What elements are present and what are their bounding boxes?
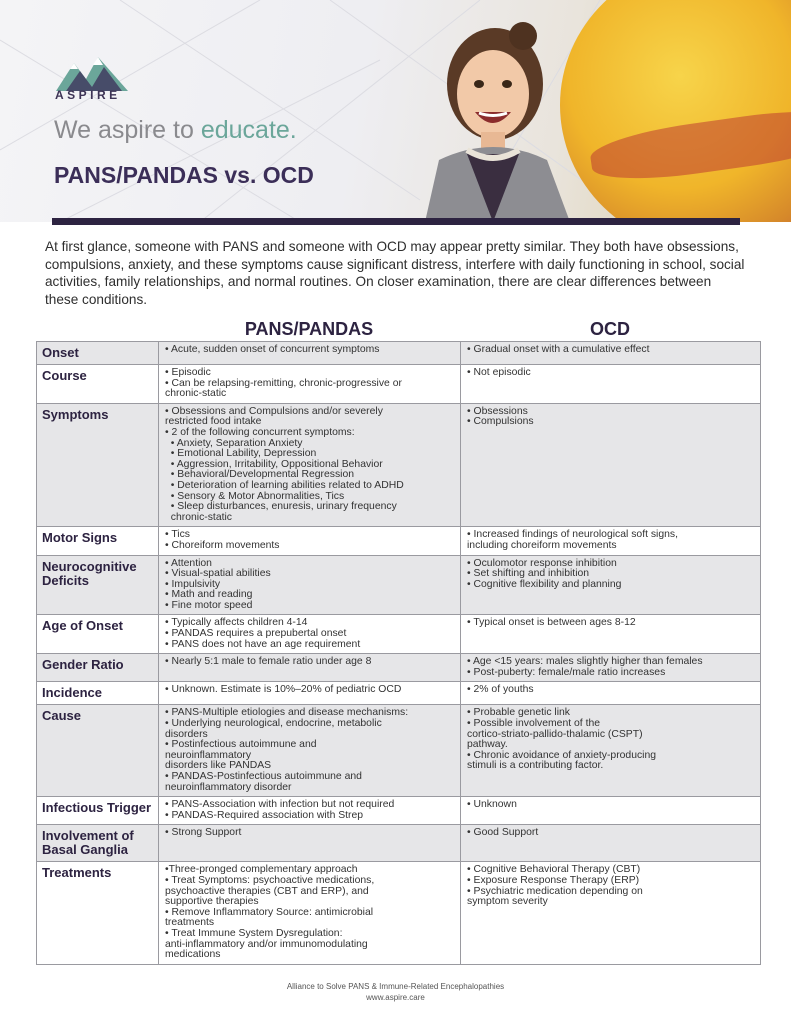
pans-cell-line: anti-inflammatory and/or immunomodulating [165, 938, 368, 950]
row-label: Age of Onset [37, 615, 159, 654]
pans-cell-line: • Sensory & Motor Abnormalities, Tics [165, 490, 345, 502]
row-label: Involvement of Basal Ganglia [37, 825, 159, 862]
pans-cell-line: • Anxiety, Separation Anxiety [165, 437, 303, 449]
pans-cell-line: medications [165, 949, 221, 961]
ocd-cell [461, 403, 761, 527]
ocd-cell [461, 705, 761, 797]
pans-cell-line: • Nearly 5:1 male to female ratio under age 8 [165, 656, 372, 668]
ocd-cell-line: • Age <15 years: males slightly higher than females [467, 656, 703, 668]
ocd-cell-line: • Possible involvement of the [467, 718, 601, 730]
ocd-cell [461, 365, 761, 404]
pans-cell [159, 705, 461, 797]
pans-cell-line: • Fine motor speed [165, 599, 253, 611]
logo-text: ASPIRE [55, 88, 121, 102]
pans-cell [159, 615, 461, 654]
row-label: Incidence [37, 682, 159, 705]
table-row [37, 527, 761, 555]
pans-cell-line: • Acute, sudden onset of concurrent symptoms [165, 344, 380, 355]
pans-cell-line: neuroinflammatory disorder [165, 781, 292, 793]
pans-cell-line: • Visual-spatial abilities [165, 568, 271, 580]
pans-cell [159, 365, 461, 404]
ocd-cell-line: • Increased findings of neurological soft signs, [467, 529, 678, 541]
ocd-cell-line: • Not episodic [467, 367, 531, 378]
pans-cell [159, 654, 461, 682]
pans-cell-line: • Math and reading [165, 589, 253, 601]
ocd-cell [461, 527, 761, 555]
row-label: Cause [37, 705, 159, 797]
row-label: Motor Signs [37, 527, 159, 555]
pans-cell-line: • Underlying neurological, endocrine, metabolic [165, 718, 382, 730]
table-row [37, 825, 761, 862]
header-banner [0, 0, 791, 222]
pans-cell-line: neuroinflammatory [165, 749, 252, 761]
row-label: Treatments [37, 862, 159, 964]
pans-cell-line: disorders [165, 728, 208, 740]
pans-cell-line: • PANS does not have an age requirement [165, 638, 361, 650]
pans-cell-line: • Tics [165, 529, 190, 541]
ocd-cell-line: • Cognitive flexibility and planning [467, 578, 622, 590]
ocd-cell-line: stimuli is a contributing factor. [467, 760, 604, 772]
pans-cell-line: chronic-static [165, 388, 227, 400]
pans-cell-line: • Typically affects children 4-14 [165, 617, 308, 629]
row-label: Infectious Trigger [37, 797, 159, 825]
pans-cell-line: • Unknown. Estimate is 10%–20% of pediatric OCD [165, 684, 402, 696]
table-row [37, 797, 761, 825]
ocd-cell-line: • Exposure Response Therapy (ERP) [467, 874, 640, 886]
ocd-cell-line: cortico-striato-pallido-thalamic (CSPT) [467, 728, 643, 740]
table-row [37, 682, 761, 705]
pans-cell-line: • Strong Support [165, 827, 242, 839]
table-row [37, 615, 761, 654]
ocd-cell-line: • Obsessions [467, 405, 528, 417]
pans-cell-line: • Sleep disturbances, enuresis, urinary frequency [165, 501, 397, 513]
page-title: PANS/PANDAS vs. OCD [54, 162, 314, 188]
row-label: Gender Ratio [37, 654, 159, 682]
column-header-ocd: OCD [590, 319, 630, 339]
table-row [37, 342, 761, 365]
row-label: Neurocognitive Deficits [37, 555, 159, 615]
pans-cell [159, 342, 461, 365]
table-row [37, 654, 761, 682]
child-photo [405, 14, 580, 222]
ocd-cell-line: symptom severity [467, 896, 548, 908]
pans-cell-line: • Remove Inflammatory Source: antimicrobial [165, 906, 374, 918]
table-row [37, 555, 761, 615]
tagline-prefix: We aspire to [54, 116, 201, 144]
ocd-cell-line: pathway. [467, 739, 508, 751]
header-divider [52, 218, 740, 225]
pans-cell-line: chronic-static [165, 511, 232, 523]
pans-cell-line: • Behavioral/Developmental Regression [165, 469, 355, 481]
pans-cell [159, 527, 461, 555]
ocd-cell [461, 825, 761, 862]
column-header-pans: PANS/PANDAS [244, 319, 374, 339]
ocd-cell-line: • Unknown [467, 799, 517, 811]
table-row [37, 705, 761, 797]
pans-cell-line: •Three-pronged complementary approach [165, 864, 358, 876]
pans-cell-line: • Postinfectious autoimmune and [165, 739, 317, 751]
table-row [37, 862, 761, 964]
ocd-cell [461, 342, 761, 365]
pans-cell [159, 797, 461, 825]
ocd-cell-line: • Psychiatric medication depending on [467, 885, 643, 897]
pans-cell-line: • Deterioration of learning abilities related to ADHD [165, 479, 404, 491]
pans-cell-line: • 2 of the following concurrent symptoms: [165, 426, 355, 438]
table-row [37, 365, 761, 404]
footer [0, 981, 791, 1003]
pans-cell-line: psychoactive therapies (CBT and ERP), and [165, 885, 369, 897]
ocd-cell-line: • Cognitive Behavioral Therapy (CBT) [467, 864, 641, 876]
ocd-cell [461, 862, 761, 964]
pans-cell [159, 862, 461, 964]
ocd-cell-line: • Probable genetic link [467, 707, 570, 719]
pans-cell-line: • Treat Symptoms: psychoactive medications, [165, 874, 375, 886]
pans-cell [159, 682, 461, 705]
pans-cell-line: • PANDAS-Postinfectious autoimmune and [165, 771, 362, 782]
ocd-cell-line: • Typical onset is between ages 8-12 [467, 617, 636, 629]
ocd-cell-line: • Gradual onset with a cumulative effect [467, 344, 650, 355]
pans-cell-line: • Can be relapsing-remitting, chronic-progressive or [165, 377, 402, 389]
pans-cell-line: • Treat Immune System Dysregulation: [165, 927, 343, 939]
tagline-accent: educate. [200, 116, 297, 144]
pans-cell-line: • Episodic [165, 367, 211, 378]
ocd-cell [461, 654, 761, 682]
pans-cell-line: • PANDAS requires a prepubertal onset [165, 628, 347, 640]
row-label: Course [37, 365, 159, 404]
pans-cell-line: disorders like PANDAS [165, 760, 272, 772]
pans-cell [159, 555, 461, 615]
ocd-cell-line: • Chronic avoidance of anxiety-producing [467, 749, 657, 761]
table-row [37, 403, 761, 527]
ocd-cell [461, 682, 761, 705]
intro-paragraph: At first glance, someone with PANS and someone with OCD may appear pretty similar. They both have obsessions, compulsions, anxiety, and these symptoms cause significant distress, interfere with daily functioning in school, social activities, family relationships, and normal routines. On closer examination, there are clear differences between these conditions. [45, 239, 745, 307]
pans-cell-line: treatments [165, 917, 215, 929]
pans-cell-line: • PANS-Association with infection but not required [165, 799, 395, 811]
pans-cell-line: • PANS-Multiple etiologies and disease mechanisms: [165, 707, 409, 719]
ocd-cell-line: • 2% of youths [467, 684, 534, 696]
pans-cell-line: supportive therapies [165, 896, 259, 908]
row-label: Onset [37, 342, 159, 365]
ocd-cell [461, 555, 761, 615]
balloon-image [560, 0, 791, 222]
row-label: Symptoms [37, 403, 159, 527]
footer-org-name: Alliance to Solve PANS & Immune-Related Encephalopathies [286, 982, 505, 991]
ocd-cell-line: • Good Support [467, 827, 539, 839]
pans-cell [159, 825, 461, 862]
ocd-cell-line: • Post-puberty: female/male ratio increases [467, 666, 666, 678]
pans-cell-line: • Impulsivity [165, 578, 221, 590]
footer-website: www.aspire.care [366, 993, 425, 1002]
pans-cell-line: • PANDAS-Required association with Strep [165, 809, 364, 821]
ocd-cell-line: • Oculomotor response inhibition [467, 557, 617, 569]
comparison-table [36, 341, 761, 965]
ocd-cell [461, 797, 761, 825]
pans-cell-line: • Emotional Lability, Depression [165, 448, 317, 460]
pans-cell-line: restricted food intake [165, 416, 262, 428]
ocd-cell [461, 615, 761, 654]
ocd-cell-line: including choreiform movements [467, 539, 617, 551]
ocd-cell-line: • Set shifting and inhibition [467, 568, 590, 580]
pans-cell [159, 403, 461, 527]
pans-cell-line: • Attention [165, 557, 212, 569]
ocd-cell-line: • Compulsions [467, 416, 534, 428]
tagline [54, 116, 297, 145]
comparison-table-body [37, 342, 761, 965]
pans-cell-line: • Choreiform movements [165, 539, 280, 551]
pans-cell-line: • Obsessions and Compulsions and/or severely [165, 405, 383, 417]
pans-cell-line: • Aggression, Irritability, Oppositional Behavior [165, 458, 383, 470]
